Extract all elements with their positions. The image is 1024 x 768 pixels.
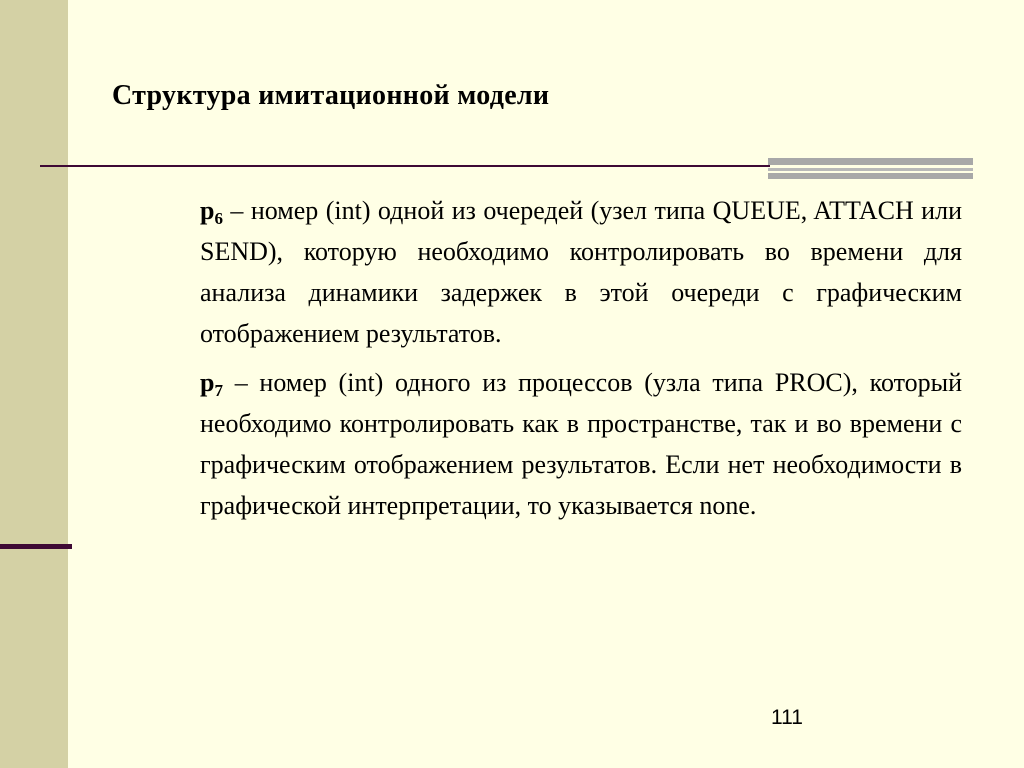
title-divider-accent xyxy=(768,158,973,179)
parameter-index: 6 xyxy=(214,209,223,228)
accent-stripe xyxy=(768,158,973,165)
left-band-accent-bar xyxy=(0,544,72,549)
parameter-symbol-p7 xyxy=(200,368,223,400)
title-divider-line xyxy=(40,165,770,167)
accent-stripe xyxy=(768,173,973,179)
paragraph-text: – номер (int) одной из очередей (узел типа QUEUE, ATTACH или SEND), которую необходимо контролировать во времени для анализа динамики задержек в этой очереди с графическим отображением результатов. xyxy=(200,196,962,348)
slide-title: Структура имитационной модели xyxy=(112,80,550,111)
parameter-index: 7 xyxy=(214,381,223,400)
left-decorative-band xyxy=(0,0,68,768)
parameter-symbol-p6 xyxy=(200,196,223,228)
accent-stripe xyxy=(768,168,973,171)
slide-body xyxy=(200,190,962,534)
paragraph-p6 xyxy=(200,190,962,354)
parameter-letter: p xyxy=(200,368,215,397)
paragraph-p7 xyxy=(200,362,962,526)
parameter-letter: p xyxy=(200,196,215,225)
paragraph-text: – номер (int) одного из процессов (узла типа PROC), который необходимо контролировать как в пространстве, так и во времени с графическим отображением результатов. Если нет необходимости в графической интерпретации, то указывается none. xyxy=(200,368,962,520)
slide-number: 111 xyxy=(771,706,803,729)
